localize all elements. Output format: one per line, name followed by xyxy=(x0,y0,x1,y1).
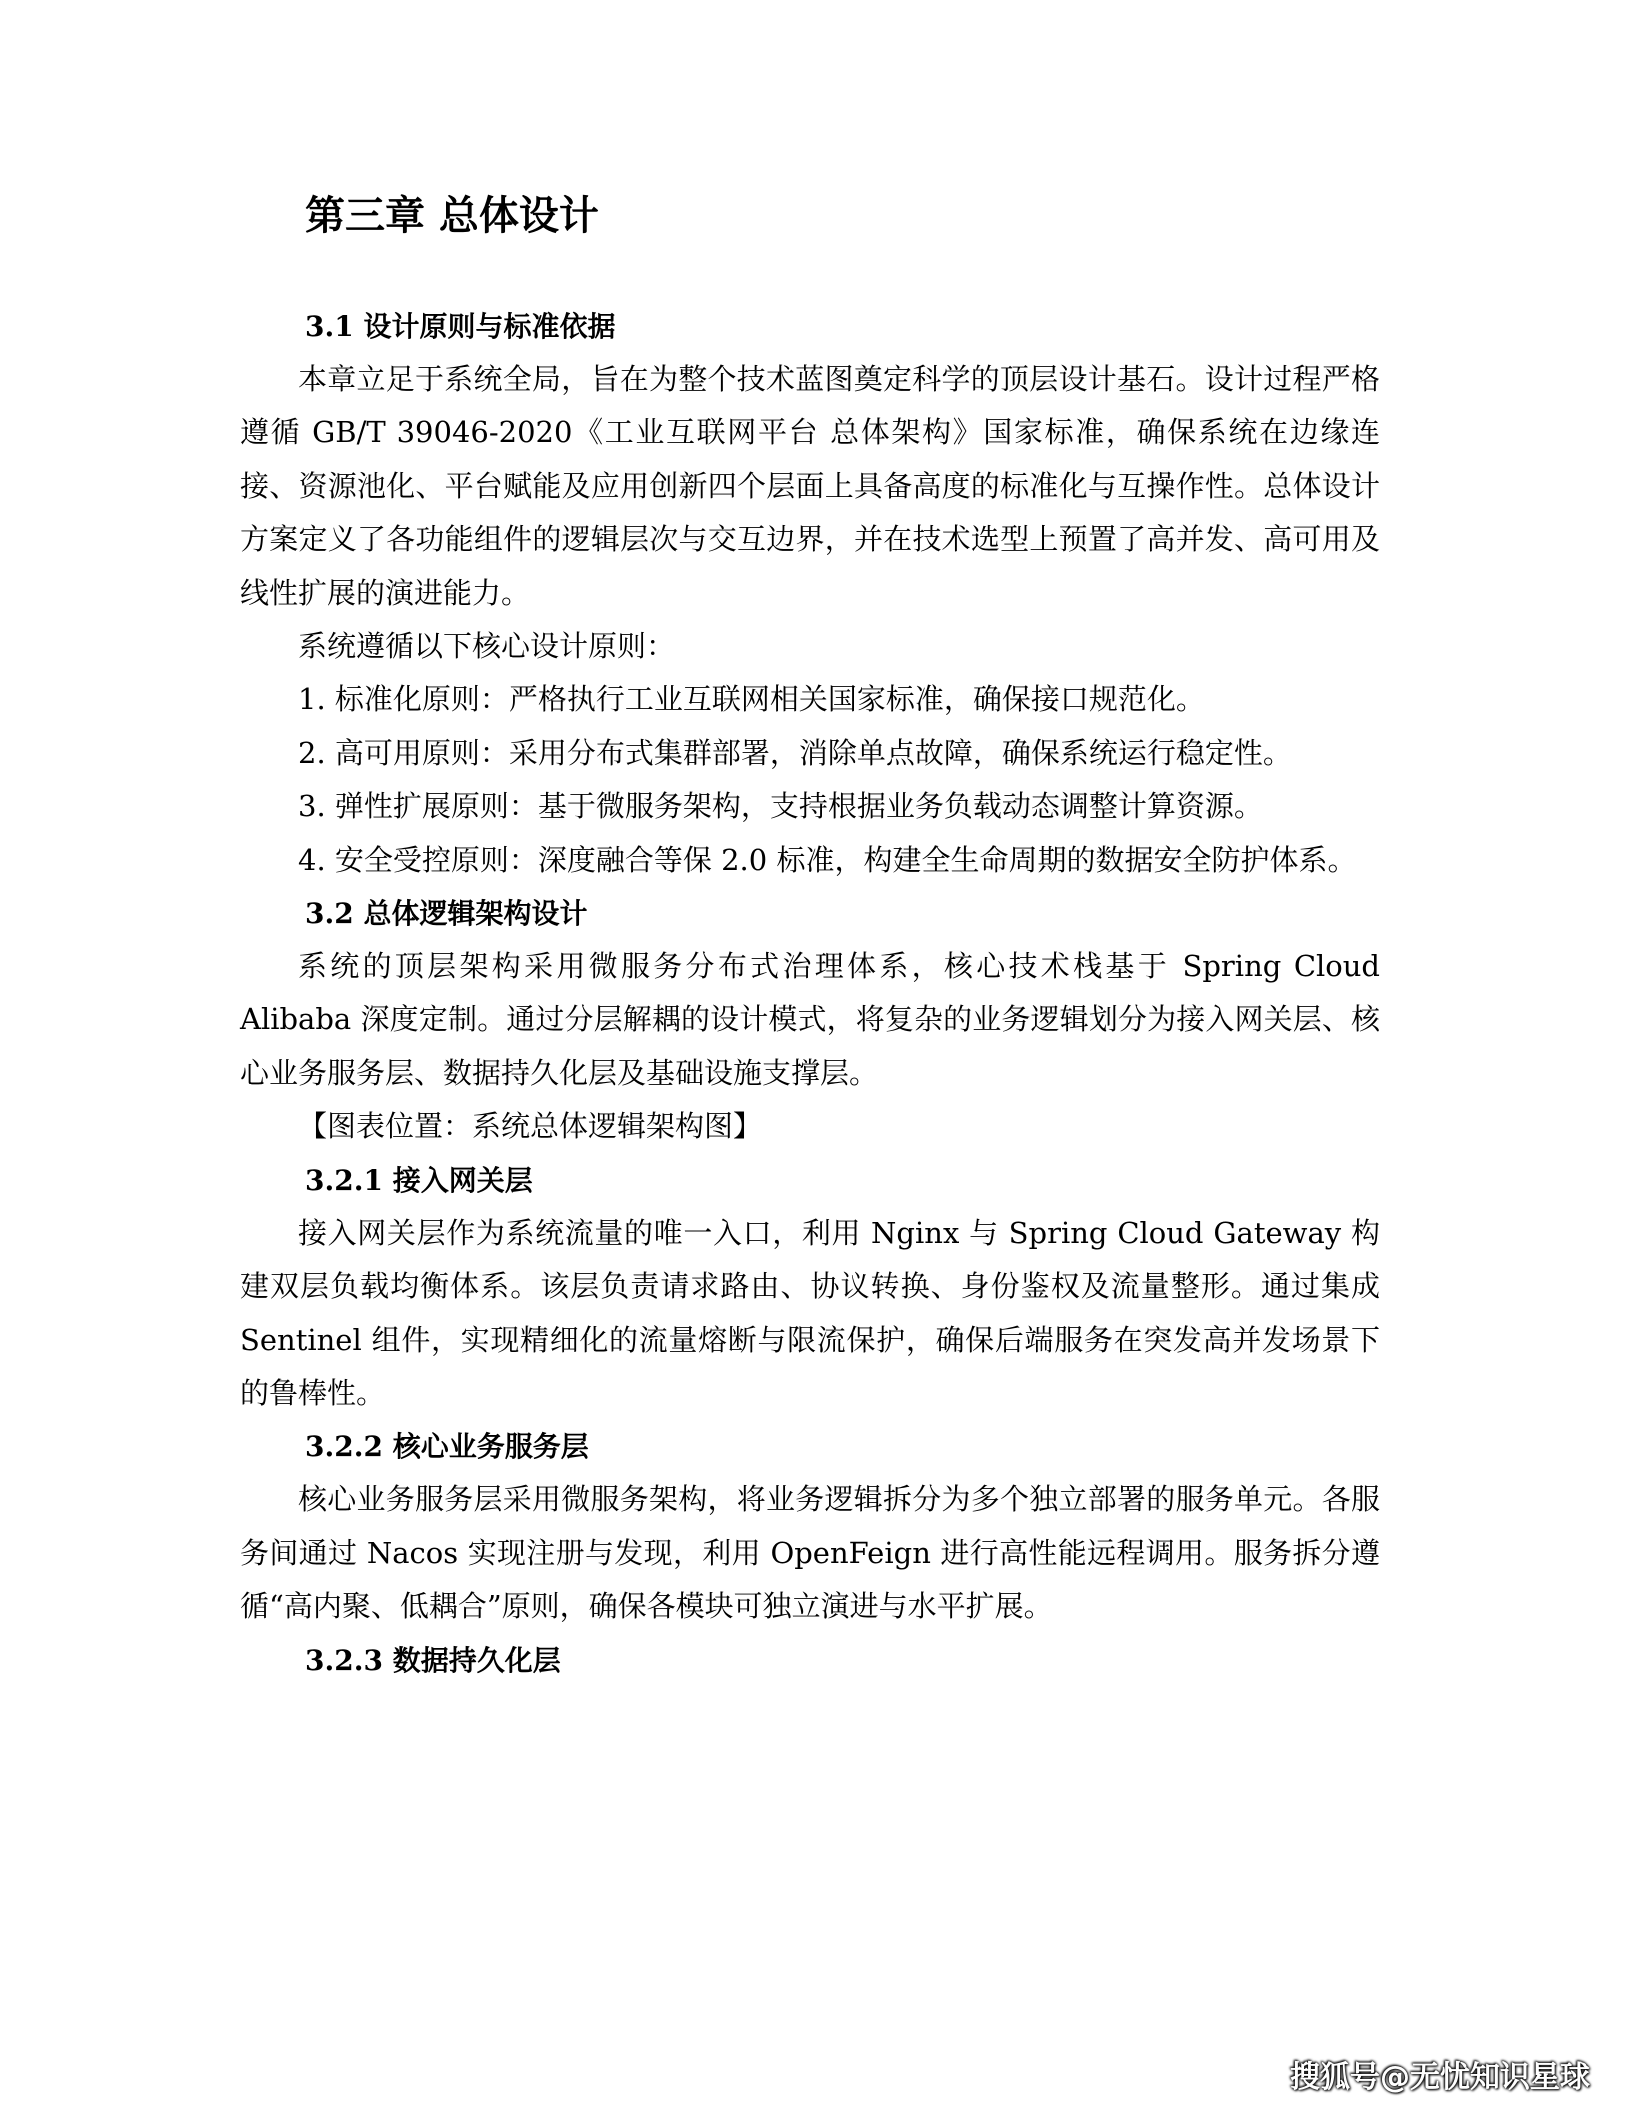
principle-item-security: 4. 安全受控原则：深度融合等保 2.0 标准，构建全生命周期的数据安全防护体系。 xyxy=(298,842,1357,877)
paragraph-architecture-overview: 系统的顶层架构采用微服务分布式治理体系，核心技术栈基于 Spring Cloud Alibaba 深度定制。通过分层解耦的设计模式，将复杂的业务逻辑划分为接入网关层、核心业务服务层、数据持久化层及基础设施支撑层。 xyxy=(240,949,1380,1090)
paragraph-principles-lead: 系统遵循以下核心设计原则： xyxy=(298,629,676,664)
section-heading-3-2-1: 3.2.1 接入网关层 xyxy=(305,1163,533,1197)
paragraph-design-intro: 本章立足于系统全局，旨在为整个技术蓝图奠定科学的顶层设计基石。设计过程严格遵循 GB/T 39046-2020《工业互联网平台 总体架构》国家标准，确保系统在边缘连接、资源池化、平台赋能及应用创新四个层面上具备高度的标准化与互操作性。总体设计方案定义了各功能组件的逻辑层次与交互边界，并在技术选型上预置了高并发、高可用及线性扩展的演进能力。 xyxy=(240,362,1380,610)
principle-item-high-availability: 2. 高可用原则：采用分布式集群部署，消除单点故障，确保系统运行稳定性。 xyxy=(298,735,1292,770)
principle-item-standardization: 1. 标准化原则：严格执行工业互联网相关国家标准，确保接口规范化。 xyxy=(298,682,1205,717)
section-heading-3-2-2: 3.2.2 核心业务服务层 xyxy=(305,1430,589,1464)
section-heading-3-2: 3.2 总体逻辑架构设计 xyxy=(305,897,588,931)
document-body xyxy=(240,300,1380,1687)
paragraph-gateway-layer: 接入网关层作为系统流量的唯一入口，利用 Nginx 与 Spring Cloud Gateway 构建双层负载均衡体系。该层负责请求路由、协议转换、身份鉴权及流量整形。通过集成 Sentinel 组件，实现精细化的流量熔断与限流保护，确保后端服务在突发高并发场景下的鲁棒性。 xyxy=(240,1215,1380,1410)
section-heading-3-1: 3.1 设计原则与标准依据 xyxy=(305,310,616,343)
chapter-title: 第三章 总体设计 xyxy=(305,193,599,239)
paragraph-service-layer: 核心业务服务层采用微服务架构，将业务逻辑拆分为多个独立部署的服务单元。各服务间通过 Nacos 实现注册与发现，利用 OpenFeign 进行高性能远程调用。服务拆分遵循“高内聚、低耦合”原则，确保各模块可独立演进与水平扩展。 xyxy=(240,1482,1380,1624)
section-heading-3-2-3: 3.2.3 数据持久化层 xyxy=(305,1643,561,1677)
principle-item-elastic-scaling: 3. 弹性扩展原则：基于微服务架构，支持根据业务负载动态调整计算资源。 xyxy=(298,789,1263,824)
figure-placeholder-note: 【图表位置：系统总体逻辑架构图】 xyxy=(298,1109,763,1144)
watermark-label: 搜狐号@无忧知识星球 xyxy=(1290,2060,1590,2095)
